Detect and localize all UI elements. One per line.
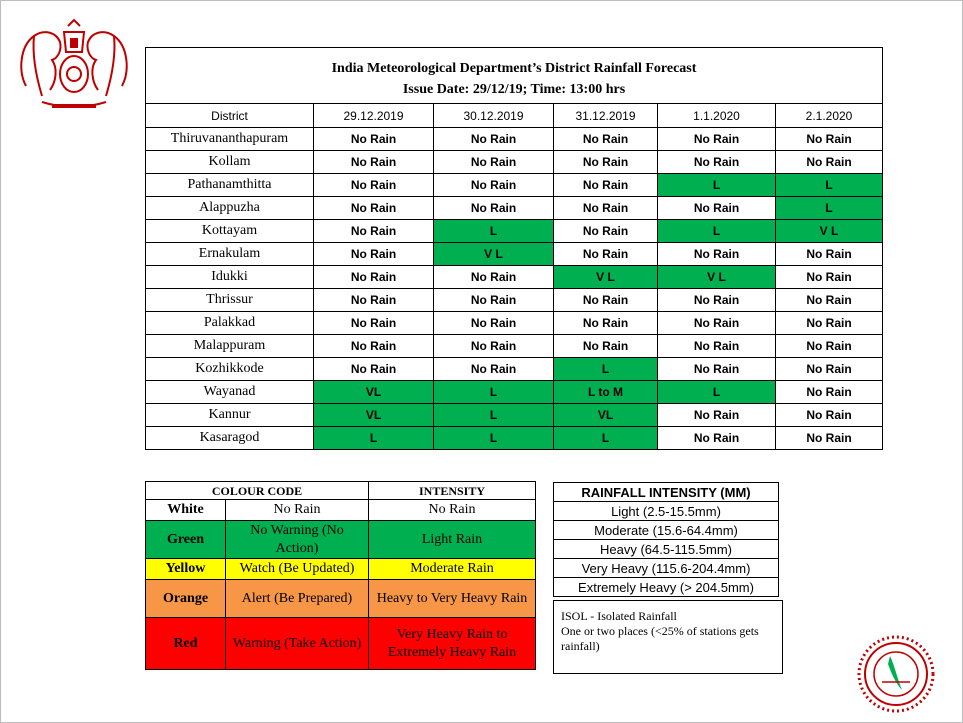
- intensity-range: Moderate (15.6-64.4mm): [554, 521, 779, 540]
- forecast-cell: No Rain: [434, 266, 554, 289]
- intensity-row: [554, 540, 779, 559]
- forecast-header-row: [146, 104, 883, 128]
- forecast-cell: L: [776, 197, 883, 220]
- forecast-cell: No Rain: [314, 197, 434, 220]
- district-name: Thrissur: [146, 289, 314, 312]
- forecast-cell: No Rain: [776, 427, 883, 450]
- forecast-cell: No Rain: [658, 358, 776, 381]
- isolated-rainfall-note: [553, 600, 783, 674]
- forecast-cell: L: [658, 220, 776, 243]
- forecast-cell: No Rain: [434, 174, 554, 197]
- forecast-cell: No Rain: [776, 151, 883, 174]
- imd-logo-icon: [856, 634, 936, 714]
- forecast-cell: No Rain: [658, 128, 776, 151]
- forecast-cell: No Rain: [554, 289, 658, 312]
- colour-code-row: [146, 559, 536, 580]
- forecast-cell: No Rain: [554, 197, 658, 220]
- column-header: 31.12.2019: [554, 104, 658, 128]
- forecast-cell: L: [434, 404, 554, 427]
- colour-name: Yellow: [146, 559, 226, 580]
- table-row: [146, 404, 883, 427]
- colour-code-table: [145, 481, 536, 670]
- colour-code-row: [146, 521, 536, 559]
- forecast-cell: No Rain: [554, 312, 658, 335]
- table-row: [146, 243, 883, 266]
- note-line-2: One or two places (<25% of stations gets rainfall): [561, 624, 759, 653]
- table-row: [146, 197, 883, 220]
- forecast-cell: No Rain: [776, 335, 883, 358]
- forecast-cell: No Rain: [314, 151, 434, 174]
- colour-name: Green: [146, 521, 226, 559]
- forecast-cell: VL: [314, 381, 434, 404]
- forecast-cell: No Rain: [314, 358, 434, 381]
- table-row: [146, 358, 883, 381]
- table-row: [146, 381, 883, 404]
- forecast-cell: No Rain: [658, 289, 776, 312]
- forecast-cell: VL: [314, 404, 434, 427]
- forecast-cell: No Rain: [554, 174, 658, 197]
- forecast-cell: No Rain: [314, 174, 434, 197]
- forecast-cell: No Rain: [434, 289, 554, 312]
- district-name: Kannur: [146, 404, 314, 427]
- forecast-cell: No Rain: [776, 289, 883, 312]
- forecast-cell: V L: [776, 220, 883, 243]
- forecast-cell: No Rain: [658, 151, 776, 174]
- rainfall-intensity-title: RAINFALL INTENSITY (MM): [554, 483, 779, 502]
- forecast-title: India Meteorological Department’s District Rainfall Forecast: [146, 48, 883, 78]
- forecast-cell: No Rain: [554, 151, 658, 174]
- issue-date: Issue Date: 29/12/19; Time: 13:00 hrs: [146, 77, 883, 104]
- forecast-cell: L: [658, 381, 776, 404]
- district-name: Pathanamthitta: [146, 174, 314, 197]
- intensity-range: Heavy (64.5-115.5mm): [554, 540, 779, 559]
- forecast-cell: L: [314, 427, 434, 450]
- colour-code-row: [146, 580, 536, 618]
- colour-code-row: [146, 618, 536, 670]
- table-row: [146, 335, 883, 358]
- intensity-row: [554, 521, 779, 540]
- forecast-cell: No Rain: [658, 335, 776, 358]
- table-row: [146, 266, 883, 289]
- intensity-header: INTENSITY: [369, 482, 536, 500]
- forecast-cell: No Rain: [314, 312, 434, 335]
- forecast-cell: No Rain: [314, 289, 434, 312]
- colour-name: Orange: [146, 580, 226, 618]
- colour-name: White: [146, 500, 226, 521]
- table-row: [146, 289, 883, 312]
- forecast-cell: No Rain: [776, 243, 883, 266]
- table-row: [146, 312, 883, 335]
- column-header: 1.1.2020: [658, 104, 776, 128]
- forecast-cell: No Rain: [776, 404, 883, 427]
- forecast-cell: No Rain: [658, 197, 776, 220]
- district-name: Palakkad: [146, 312, 314, 335]
- forecast-cell: No Rain: [434, 335, 554, 358]
- forecast-cell: L: [658, 174, 776, 197]
- district-name: Ernakulam: [146, 243, 314, 266]
- forecast-cell: No Rain: [434, 128, 554, 151]
- forecast-cell: No Rain: [776, 358, 883, 381]
- district-name: Malappuram: [146, 335, 314, 358]
- forecast-cell: No Rain: [554, 243, 658, 266]
- forecast-cell: L to M: [554, 381, 658, 404]
- table-row: [146, 174, 883, 197]
- forecast-cell: No Rain: [554, 220, 658, 243]
- district-name: Idukki: [146, 266, 314, 289]
- forecast-cell: L: [554, 427, 658, 450]
- intensity-range: Extremely Heavy (> 204.5mm): [554, 578, 779, 597]
- table-row: [146, 128, 883, 151]
- table-row: [146, 151, 883, 174]
- colour-name: Red: [146, 618, 226, 670]
- district-name: Kasaragod: [146, 427, 314, 450]
- forecast-cell: No Rain: [314, 335, 434, 358]
- column-header: 29.12.2019: [314, 104, 434, 128]
- rainfall-intensity-table: [553, 482, 779, 597]
- district-name: Kozhikkode: [146, 358, 314, 381]
- forecast-cell: No Rain: [554, 335, 658, 358]
- forecast-cell: No Rain: [776, 312, 883, 335]
- forecast-cell: No Rain: [776, 128, 883, 151]
- colour-intensity: Heavy to Very Heavy Rain: [369, 580, 536, 618]
- district-name: Thiruvananthapuram: [146, 128, 314, 151]
- district-forecast-table: [145, 47, 883, 450]
- forecast-cell: V L: [434, 243, 554, 266]
- colour-intensity: Moderate Rain: [369, 559, 536, 580]
- colour-intensity: No Rain: [369, 500, 536, 521]
- forecast-cell: L: [434, 427, 554, 450]
- forecast-cell: No Rain: [658, 243, 776, 266]
- intensity-range: Light (2.5-15.5mm): [554, 502, 779, 521]
- forecast-cell: L: [434, 381, 554, 404]
- column-header: District: [146, 104, 314, 128]
- forecast-cell: No Rain: [554, 128, 658, 151]
- forecast-cell: No Rain: [434, 197, 554, 220]
- district-name: Kottayam: [146, 220, 314, 243]
- forecast-cell: No Rain: [658, 404, 776, 427]
- forecast-cell: L: [554, 358, 658, 381]
- intensity-row: [554, 578, 779, 597]
- intensity-row: [554, 559, 779, 578]
- district-name: Alappuzha: [146, 197, 314, 220]
- forecast-cell: No Rain: [434, 312, 554, 335]
- forecast-cell: V L: [658, 266, 776, 289]
- forecast-cell: L: [776, 174, 883, 197]
- forecast-cell: No Rain: [776, 266, 883, 289]
- table-row: [146, 427, 883, 450]
- forecast-cell: L: [434, 220, 554, 243]
- colour-code: Watch (Be Updated): [226, 559, 369, 580]
- colour-code: Alert (Be Prepared): [226, 580, 369, 618]
- column-header: 2.1.2020: [776, 104, 883, 128]
- note-line-1: ISOL - Isolated Rainfall: [561, 609, 677, 623]
- forecast-cell: No Rain: [658, 312, 776, 335]
- intensity-row: [554, 502, 779, 521]
- district-name: Wayanad: [146, 381, 314, 404]
- forecast-cell: No Rain: [434, 358, 554, 381]
- colour-code: No Warning (No Action): [226, 521, 369, 559]
- kerala-emblem-icon: [12, 16, 136, 116]
- forecast-cell: No Rain: [658, 427, 776, 450]
- forecast-cell: No Rain: [434, 151, 554, 174]
- forecast-cell: No Rain: [776, 381, 883, 404]
- colour-code: Warning (Take Action): [226, 618, 369, 670]
- colour-intensity: Very Heavy Rain to Extremely Heavy Rain: [369, 618, 536, 670]
- colour-code: No Rain: [226, 500, 369, 521]
- forecast-cell: No Rain: [314, 243, 434, 266]
- forecast-cell: No Rain: [314, 220, 434, 243]
- forecast-cell: VL: [554, 404, 658, 427]
- district-name: Kollam: [146, 151, 314, 174]
- forecast-cell: No Rain: [314, 128, 434, 151]
- column-header: 30.12.2019: [434, 104, 554, 128]
- intensity-range: Very Heavy (115.6-204.4mm): [554, 559, 779, 578]
- colour-code-row: [146, 500, 536, 521]
- colour-intensity: Light Rain: [369, 521, 536, 559]
- colour-code-header: COLOUR CODE: [146, 482, 369, 500]
- forecast-cell: V L: [554, 266, 658, 289]
- forecast-cell: No Rain: [314, 266, 434, 289]
- table-row: [146, 220, 883, 243]
